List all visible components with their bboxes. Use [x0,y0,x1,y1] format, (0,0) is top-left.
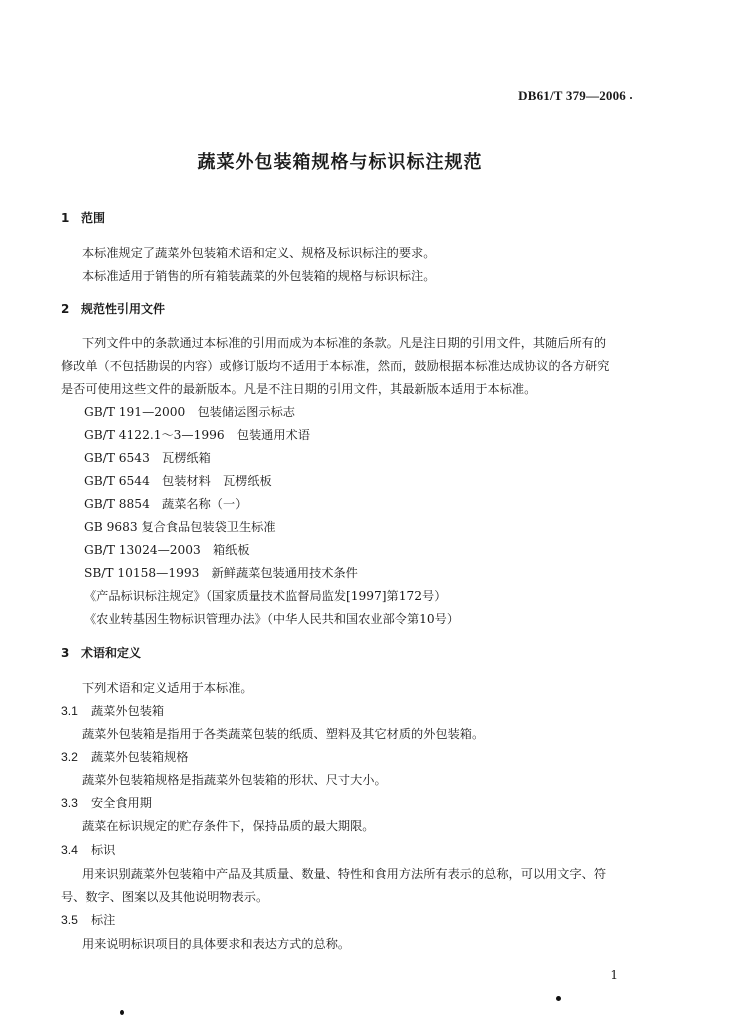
reference-item: GB/T 6544 包装材料 瓦楞纸板 [84,474,272,488]
term-heading [61,842,115,858]
section-title: 术语和定义 [81,646,142,660]
term-name: 标识 [91,843,116,857]
term-heading [61,749,189,765]
paragraph: 本标准适用于销售的所有箱装蔬菜的外包装箱的规格与标识标注。 [82,269,436,283]
term-definition: 蔬菜外包装箱是指用于各类蔬菜包装的纸质、塑料及其它材质的外包装箱。 [82,727,485,741]
scan-speck [120,1010,124,1015]
term-definition-continued: 号、数字、图案以及其他说明物表示。 [61,890,269,904]
reference-item: SB/T 10158—1993 新鲜蔬菜包装通用技术条件 [84,566,358,580]
term-definition: 用来识别蔬菜外包装箱中产品及其质量、数量、特性和食用方法所有表示的总称，可以用文字、符 [82,867,607,881]
scan-speck [630,97,632,99]
term-number: 3.5 [61,913,78,927]
document-code: DB61/T 379—2006 [518,88,626,103]
section-title: 范围 [81,211,106,225]
term-name: 安全食用期 [91,796,152,810]
paragraph: 下列术语和定义适用于本标准。 [82,681,253,695]
reference-item: GB/T 13024—2003 箱纸板 [84,543,250,557]
term-name: 标注 [91,913,116,927]
reference-item: 《农业转基因生物标识管理办法》（中华人民共和国农业部令第10号） [84,612,460,626]
section-heading-normative-references [61,301,165,317]
section-number: 3 [61,646,70,660]
section-title: 规范性引用文件 [81,302,166,316]
term-number: 3.3 [61,796,78,810]
section-number: 2 [61,302,70,316]
reference-item: 《产品标识标注规定》（国家质量技术监督局监发[1997]第172号） [84,589,447,603]
paragraph: 是否可使用这些文件的最新版本。凡是不注日期的引用文件，其最新版本适用于本标准。 [61,382,537,396]
section-number: 1 [61,211,70,225]
term-heading [61,912,115,928]
term-name: 蔬菜外包装箱 [91,704,165,718]
reference-item: GB/T 191—2000 包装储运图示标志 [84,405,295,419]
term-heading [61,795,152,811]
paragraph: 下列文件中的条款通过本标准的引用而成为本标准的条款。凡是注日期的引用文件，其随后所有的 [82,336,607,350]
section-heading-terms [61,645,141,661]
term-name: 蔬菜外包装箱规格 [91,750,189,764]
document-title: 蔬菜外包装箱规格与标识标注规范 [197,152,483,173]
term-definition: 蔬菜外包装箱规格是指蔬菜外包装箱的形状、尺寸大小。 [82,773,387,787]
term-number: 3.2 [61,750,78,764]
term-heading [61,703,164,719]
section-heading-scope [61,210,105,226]
reference-item: GB/T 6543 瓦楞纸箱 [84,451,211,465]
reference-item: GB 9683 复合食品包装袋卫生标准 [84,520,276,534]
reference-item: GB/T 8854 蔬菜名称（一） [84,497,248,511]
page-number: 1 [610,968,618,982]
term-definition: 蔬菜在标识规定的贮存条件下，保持品质的最大期限。 [82,819,375,833]
term-definition: 用来说明标识项目的具体要求和表达方式的总称。 [82,937,351,951]
term-number: 3.1 [61,704,78,718]
scan-speck [556,996,561,1001]
reference-item: GB/T 4122.1～3—1996 包装通用术语 [84,428,310,442]
paragraph: 修改单（不包括勘误的内容）或修订版均不适用于本标准，然而，鼓励根据本标准达成协议的各方研究 [61,359,610,373]
term-number: 3.4 [61,843,78,857]
paragraph: 本标准规定了蔬菜外包装箱术语和定义、规格及标识标注的要求。 [82,246,436,260]
